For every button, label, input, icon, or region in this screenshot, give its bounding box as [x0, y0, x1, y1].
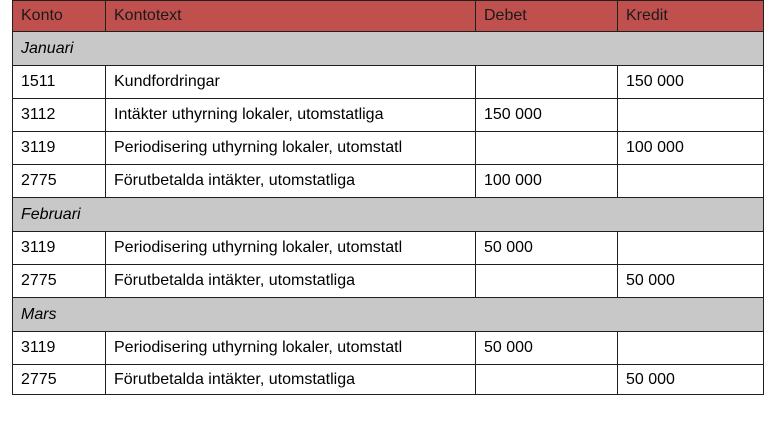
account-text-cell: Periodisering uthyrning lokaler, utomstatl — [106, 332, 476, 365]
month-label: Mars — [13, 298, 764, 332]
account-text-cell: Periodisering uthyrning lokaler, utomstatl — [106, 232, 476, 265]
credit-cell: 100 000 — [618, 132, 764, 165]
account-text-cell: Periodisering uthyrning lokaler, utomstatl — [106, 132, 476, 165]
month-label: Januari — [13, 32, 764, 66]
month-row-mars — [13, 298, 764, 332]
account-text-cell: Förutbetalda intäkter, utomstatliga — [106, 365, 476, 395]
column-header-text: Kontotext — [106, 1, 476, 32]
month-label: Februari — [13, 198, 764, 232]
debit-cell — [476, 365, 618, 395]
account-cell: 2775 — [13, 265, 106, 298]
column-header-credit: Kredit — [618, 1, 764, 32]
debit-cell — [476, 132, 618, 165]
month-row-januari — [13, 32, 764, 66]
debit-cell: 50 000 — [476, 232, 618, 265]
table-row — [13, 66, 764, 99]
table-header — [13, 1, 764, 32]
column-header-debit: Debet — [476, 1, 618, 32]
table-row — [13, 265, 764, 298]
credit-cell: 50 000 — [618, 365, 764, 395]
accounting-entries-table — [12, 0, 764, 395]
account-cell: 3119 — [13, 332, 106, 365]
credit-cell — [618, 332, 764, 365]
account-cell: 3119 — [13, 132, 106, 165]
debit-cell: 150 000 — [476, 99, 618, 132]
account-text-cell: Förutbetalda intäkter, utomstatliga — [106, 265, 476, 298]
debit-cell — [476, 66, 618, 99]
debit-cell — [476, 265, 618, 298]
credit-cell — [618, 99, 764, 132]
table-row — [13, 332, 764, 365]
account-cell: 3112 — [13, 99, 106, 132]
account-cell: 2775 — [13, 365, 106, 395]
debit-cell: 50 000 — [476, 332, 618, 365]
account-text-cell: Förutbetalda intäkter, utomstatliga — [106, 165, 476, 198]
account-cell: 2775 — [13, 165, 106, 198]
account-text-cell: Intäkter uthyrning lokaler, utomstatliga — [106, 99, 476, 132]
credit-cell: 150 000 — [618, 66, 764, 99]
table-row — [13, 232, 764, 265]
account-text-cell: Kundfordringar — [106, 66, 476, 99]
account-cell: 1511 — [13, 66, 106, 99]
month-row-februari — [13, 198, 764, 232]
table-row — [13, 99, 764, 132]
table-row — [13, 132, 764, 165]
account-cell: 3119 — [13, 232, 106, 265]
credit-cell: 50 000 — [618, 265, 764, 298]
header-row — [13, 1, 764, 32]
table-row — [13, 365, 764, 395]
table-body — [13, 32, 764, 395]
column-header-account: Konto — [13, 1, 106, 32]
table-row — [13, 165, 764, 198]
credit-cell — [618, 165, 764, 198]
credit-cell — [618, 232, 764, 265]
debit-cell: 100 000 — [476, 165, 618, 198]
